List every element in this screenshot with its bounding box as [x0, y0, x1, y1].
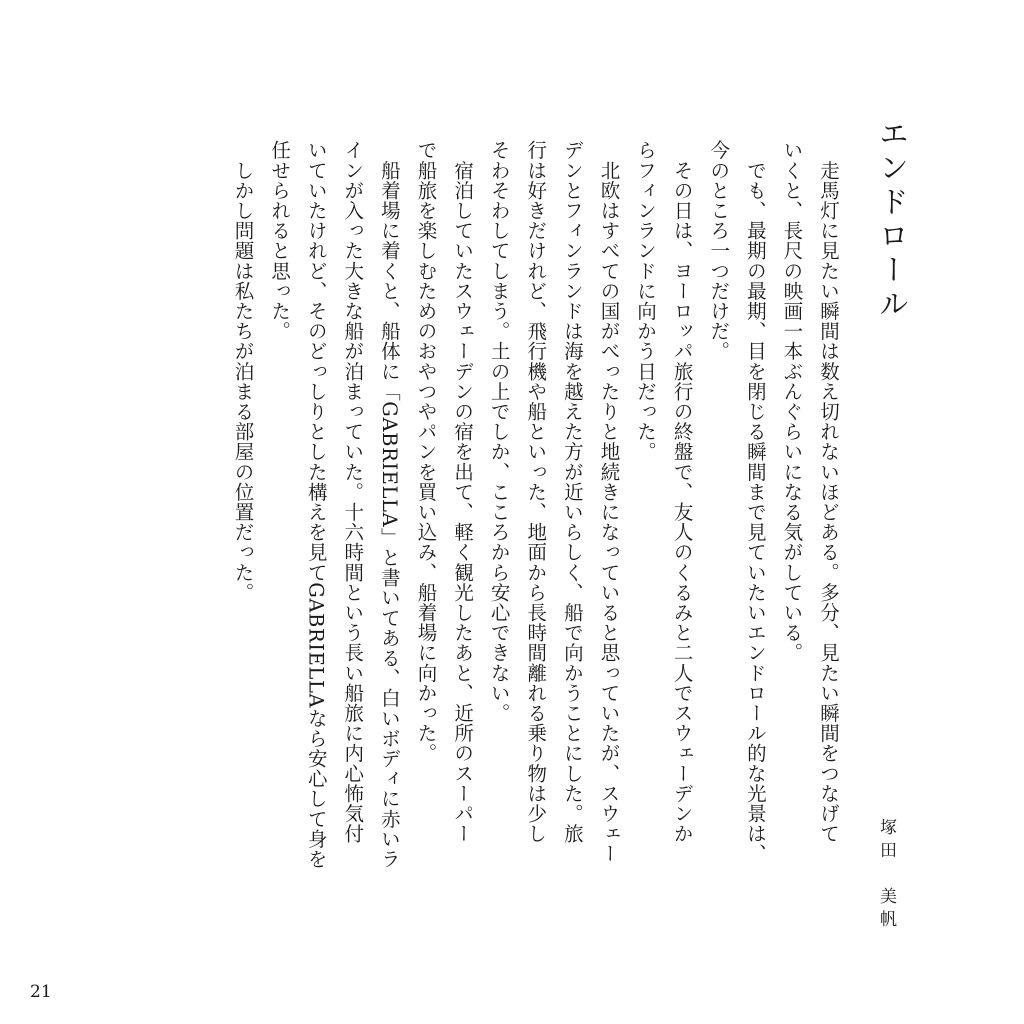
body-line: しかし問題は私たちが泊まる部屋の位置だった。: [231, 140, 255, 603]
body-line: で船旅を楽しむためのおやつやパンを買い込み、船着場に向かった。: [414, 140, 438, 764]
body-line: その日は、ヨーロッパ旅行の終盤で、友人のくるみと二人でスウェーデンか: [670, 140, 694, 844]
body-line: いくと、長尺の映画一本ぶんぐらいになる気がしている。: [780, 140, 804, 663]
page-number: 21: [30, 982, 52, 1002]
body-line: 今のところ一つだけだ。: [707, 140, 731, 362]
body-line: 船着場に着くと、船体に「GABRIELLA」と書いてある、白いボディに赤いラ: [377, 140, 401, 869]
author-name: 塚田 美帆: [876, 818, 896, 933]
body-line: 行は好きだけれど、飛行機や船といった、地面から長時間離れる乗り物は少し: [524, 140, 548, 844]
body-line: そわそわしてしまう。土の上でしか、こころから安心できない。: [487, 140, 511, 723]
body-line: いていたけれど、そのどっしりとした構えを見てGABRIELLAなら安心して身を: [304, 140, 328, 869]
body-line: らフィンランドに向かう日だった。: [634, 140, 658, 462]
body-line: 宿泊していたスウェーデンの宿を出て、軽く観光したあと、近所のスーパー: [451, 140, 475, 844]
body-line: インが入った大きな船が泊まっていた。十六時間という長い船旅に内心怖気付: [341, 140, 365, 844]
essay-title: エンドロール: [873, 118, 908, 322]
body-line: デンとフィンランドは海を越えた方が近いらしく、船で向かうことにした。旅: [560, 140, 584, 844]
essay-body: [106, 140, 846, 940]
body-line: 北欧はすべての国がべったりと地続きになっていると思っていたが、スウェー: [597, 140, 621, 864]
body-line: でも、最期の最期、目を閉じる瞬間まで見ていたいエンドロール的な光景は、: [743, 140, 767, 864]
body-line: 走馬灯に見たい瞬間は数え切れないほどある。多分、見たい瞬間をつなげて: [817, 140, 840, 844]
body-line: 任せられると思った。: [268, 140, 292, 341]
